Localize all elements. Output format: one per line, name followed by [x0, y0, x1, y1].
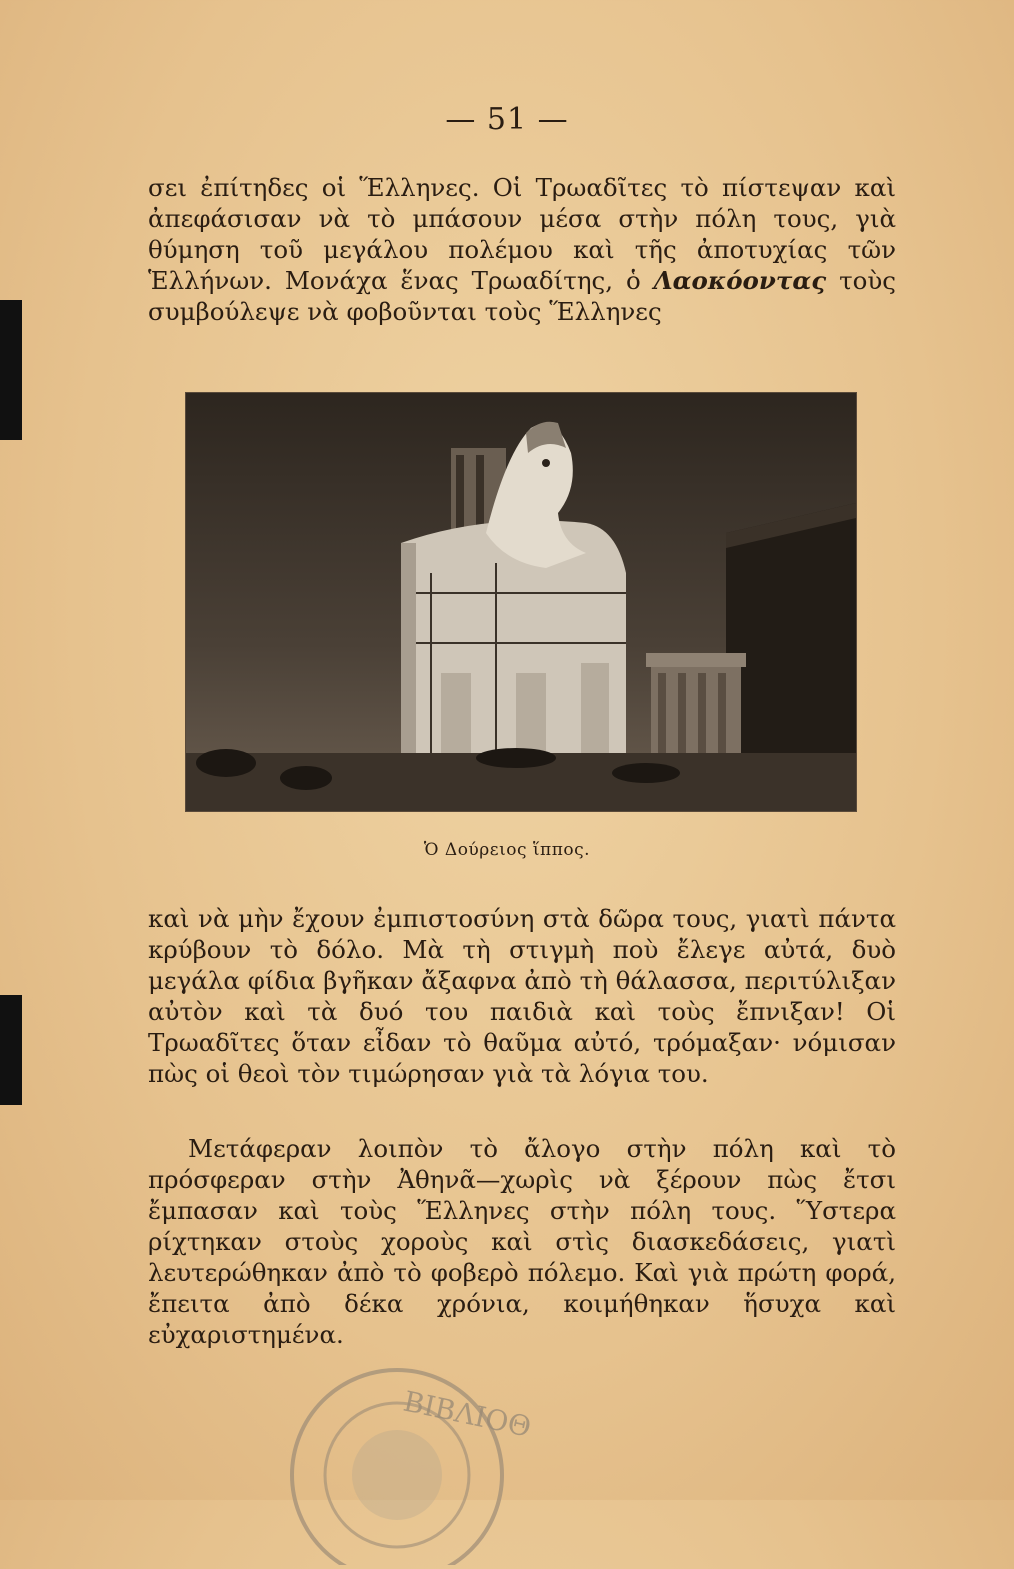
name-laokoontas: Λαοκόοντας: [653, 266, 827, 295]
stamp-text: ΒΙΒΛΙΟΘ: [400, 1384, 532, 1444]
paragraph-2-text: καὶ νὰ μὴν ἔχουν ἐμπιστοσύνη στὰ δῶρα τους, γιατὶ πάντα κρύβουν τὸ δόλο. Μὰ τὴ στιγμὴ ποὺ ἔλεγε αὐτά, δυὸ μεγάλα φίδια βγῆκαν ἄξαφνα ἀπὸ τὴ θάλασσα, περιτύλιξαν αὐτὸν καὶ τὰ δυό του παιδιὰ καὶ τοὺς ἔπνιξαν! Οἱ Τρωαδῖτες ὅταν εἶδαν τὸ θαῦμα αὐτό, τρόμαξαν· νόμισαν πὼς οἱ θεοὶ τὸν τιμώρησαν γιὰ τὰ λόγια του.: [148, 904, 896, 1088]
paragraph-3: [148, 1133, 896, 1350]
page-number: — 51 —: [445, 102, 569, 137]
paragraph-2: [148, 903, 896, 1089]
paragraph-1-tail: τοὺς συμβούλεψε νὰ φοβοῦνται τοὺς Ἕλληνες: [148, 266, 896, 326]
edge-mark-top: [0, 300, 22, 440]
paragraph-1-lead: σει ἐπίτηδες οἱ Ἕλληνες. Οἱ Τρωαδῖτες τὸ πίστεψαν καὶ ἀπεφάσισαν νὰ τὸ μπάσουν μέσα στὴν πόλη τους, γιὰ θύμηση τοῦ μεγάλου πολέμου καὶ τῆς ἀποτυχίας τῶν Ἑλλήνων. Μονάχα ἕνας Τρωαδίτης, ὁ: [148, 173, 896, 295]
paragraph-1: [148, 172, 896, 327]
trojan-horse-illustration: [186, 393, 856, 811]
edge-mark-bottom: [0, 995, 22, 1105]
library-stamp: [262, 1365, 532, 1565]
figure-caption: Ὁ Δούρειος ἵππος.: [423, 840, 591, 860]
paragraph-3-text: Μετάφεραν λοιπὸν τὸ ἄλογο στὴν πόλη καὶ τὸ πρόσφεραν στὴν Ἀθηνᾶ—χωρὶς νὰ ξέρουν πὼς ἔτσι ἔμπασαν καὶ τοὺς Ἕλληνες στὴν πόλη τους. Ὕστερα ρίχτηκαν στοὺς χοροὺς καὶ στὶς διασκεδάσεις, γιατὶ λευτερώθηκαν ἀπὸ τὸ φοβερὸ πόλεμο. Καὶ γιὰ πρώτη φορά, ἔπειτα ἀπὸ δέκα χρόνια, κοιμήθηκαν ἥσυχα καὶ εὐχαριστημένα.: [148, 1134, 896, 1349]
